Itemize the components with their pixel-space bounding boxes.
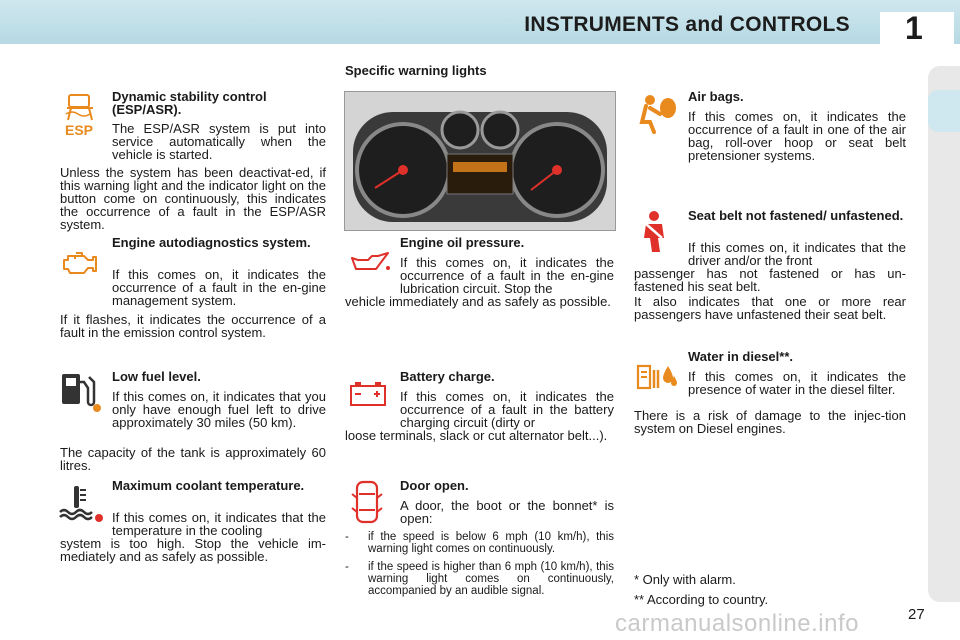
engine-diag-intro: If this comes on, it indicates the occurrence of a fault in the en-gine management system. bbox=[112, 267, 326, 308]
page-title: INSTRUMENTS and CONTROLS bbox=[524, 13, 850, 36]
esp-body: Unless the system has been deactivat-ed, if this warning light and the indicator light on the button come on continuously, this indicates the occurrence of a fault in the ESP/ASR system. bbox=[60, 165, 326, 232]
door-bullet-2-dash: - bbox=[345, 561, 349, 573]
door-bullet-1: if the speed is below 6 mph (10 km/h), this warning light comes on continuously. bbox=[368, 531, 614, 555]
coolant-intro: If this comes on, it indicates that the temperature in the cooling bbox=[112, 510, 326, 538]
esp-icon-text: ESP bbox=[65, 122, 94, 138]
seatbelt-intro: If this comes on, it indicates that the driver and/or the front bbox=[688, 240, 906, 268]
fuel-pump-icon bbox=[58, 370, 104, 414]
engine-diag-title: Engine autodiagnostics system. bbox=[112, 235, 311, 250]
oil-intro: If this comes on, it indicates the occurrence of a fault in the en-gine lubrication circuit. Stop the bbox=[400, 255, 614, 296]
low-fuel-intro: If this comes on, it indicates that you only have enough fuel left to drive approximately 30 miles (50 km). bbox=[112, 389, 326, 430]
low-fuel-title: Low fuel level. bbox=[112, 369, 201, 384]
battery-icon bbox=[348, 380, 388, 408]
section-title: Specific warning lights bbox=[345, 63, 487, 78]
oil-body: vehicle immediately and as safely as possible. bbox=[345, 294, 611, 309]
footnote-alarm: * Only with alarm. bbox=[634, 572, 736, 587]
engine-check-icon bbox=[60, 250, 100, 278]
water-intro: If this comes on, it indicates the presence of water in the diesel filter. bbox=[688, 369, 906, 397]
chapter-side-strip bbox=[928, 66, 960, 602]
water-body: There is a risk of damage to the injec-tion system on Diesel engines. bbox=[634, 408, 906, 436]
water-title: Water in diesel**. bbox=[688, 349, 793, 364]
door-bullet-1-dash: - bbox=[345, 531, 349, 543]
watermark: carmanualsonline.info bbox=[615, 610, 859, 637]
esp-warning-icon bbox=[62, 94, 98, 138]
seatbelt-title: Seat belt not fastened/ unfastened. bbox=[688, 208, 904, 223]
water-in-diesel-icon bbox=[636, 362, 680, 392]
battery-title: Battery charge. bbox=[400, 369, 495, 384]
coolant-title: Maximum coolant temperature. bbox=[112, 478, 305, 493]
door-bullet-2: if the speed is higher than 6 mph (10 km/h), this warning light comes on continuously, accompanied by an audible signal. bbox=[368, 561, 614, 597]
airbags-title: Air bags. bbox=[688, 89, 744, 104]
battery-body: loose terminals, slack or cut alternator belt...). bbox=[345, 428, 608, 443]
engine-diag-body: If it flashes, it indicates the occurrence of a fault in the emission control system. bbox=[60, 312, 326, 340]
low-fuel-body: The capacity of the tank is approximately 60 litres. bbox=[60, 445, 326, 473]
active-chapter-marker bbox=[928, 90, 960, 132]
door-intro: A door, the boot or the bonnet* is open: bbox=[400, 498, 614, 526]
battery-intro: If this comes on, it indicates the occurrence of a fault in the battery charging circuit (dirty or bbox=[400, 389, 614, 430]
esp-title: Dynamic stability control (ESP/ASR). bbox=[112, 89, 267, 117]
seatbelt-icon bbox=[640, 210, 672, 254]
oil-can-icon bbox=[348, 250, 392, 274]
page-number: 27 bbox=[908, 606, 925, 623]
coolant-body: system is too high. Stop the vehicle im-mediately and as safely as possible. bbox=[60, 536, 326, 564]
airbags-intro: If this comes on, it indicates the occurrence of a fault in one of the air bag, roll-over hoop or seat belt pretensioner systems. bbox=[688, 109, 906, 163]
esp-intro: The ESP/ASR system is put into service automatically when the vehicle is started. bbox=[112, 121, 326, 162]
coolant-temperature-icon bbox=[58, 484, 104, 524]
door-title: Door open. bbox=[400, 478, 469, 493]
seatbelt-body-2: It also indicates that one or more rear passengers have unfastened their seat belt. bbox=[634, 294, 906, 322]
airbag-icon bbox=[638, 94, 678, 134]
seatbelt-body: passenger has not fastened or has un-fastened his seat belt. bbox=[634, 266, 906, 294]
chapter-number: 1 bbox=[905, 10, 923, 46]
footnote-country: ** According to country. bbox=[634, 592, 769, 607]
door-open-icon bbox=[350, 480, 384, 524]
instrument-panel-photo bbox=[344, 91, 616, 231]
oil-title: Engine oil pressure. bbox=[400, 235, 525, 250]
